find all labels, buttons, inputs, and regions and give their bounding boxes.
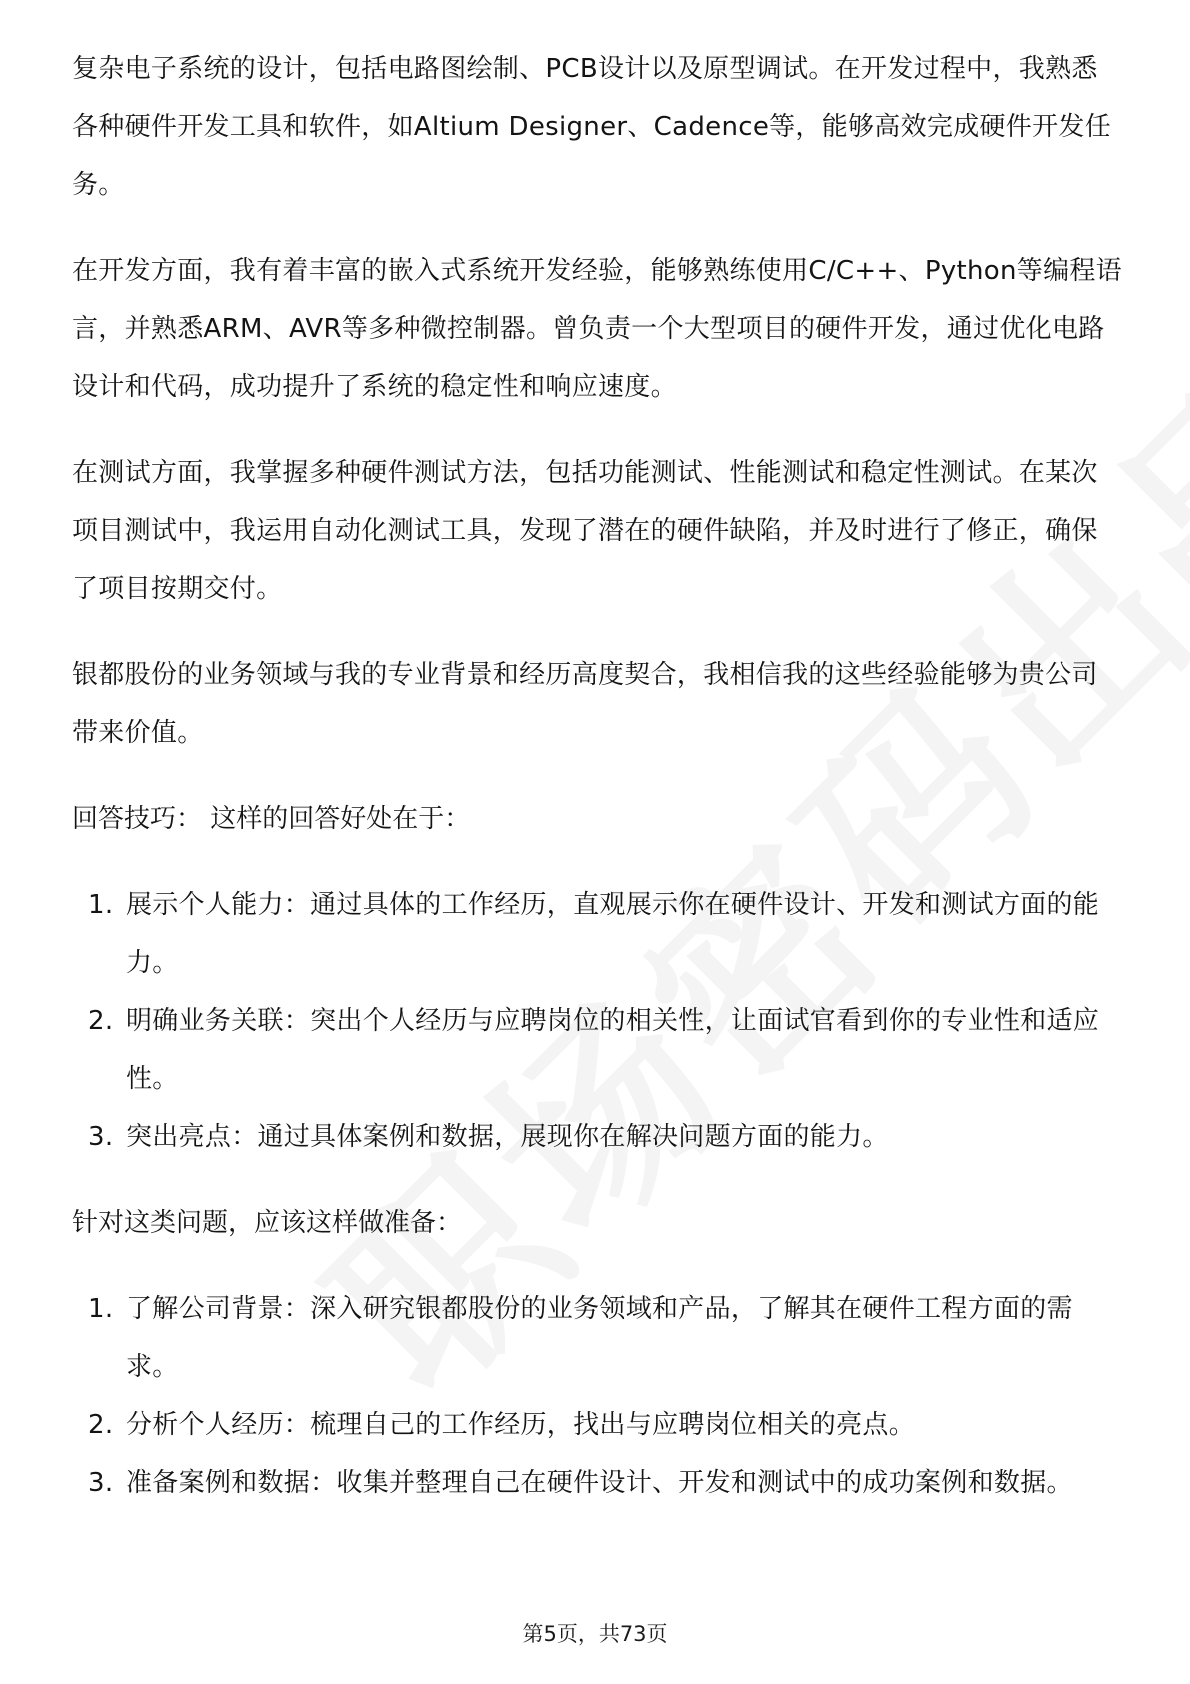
list-number: 1. bbox=[88, 1294, 114, 1324]
tips-list bbox=[72, 876, 1122, 1166]
list-item bbox=[72, 992, 1122, 1108]
list-number: 3. bbox=[88, 1468, 114, 1498]
list-item bbox=[72, 1396, 1122, 1454]
list-item bbox=[72, 876, 1122, 992]
list-number: 3. bbox=[88, 1122, 114, 1152]
list-number: 2. bbox=[88, 1006, 114, 1036]
paragraph-design: 复杂电子系统的设计，包括电路图绘制、PCB设计以及原型调试。在开发过程中，我熟悉各种硬件开发工具和软件，如Altium Designer、Cadence等，能够高效完成硬件开发任务。 bbox=[72, 54, 1112, 200]
page-content bbox=[72, 40, 1122, 1540]
list-item-text: 分析个人经历：梳理自己的工作经历，找出与应聘岗位相关的亮点。 bbox=[126, 1410, 916, 1440]
list-item bbox=[72, 1108, 1122, 1166]
paragraph-testing: 在测试方面，我掌握多种硬件测试方法，包括功能测试、性能测试和稳定性测试。在某次项目测试中，我运用自动化测试工具，发现了潜在的硬件缺陷，并及时进行了修正，确保了项目按期交付。 bbox=[72, 458, 1098, 604]
list-item-text: 了解公司背景：深入研究银都股份的业务领域和产品，了解其在硬件工程方面的需求。 bbox=[126, 1294, 1073, 1382]
list-number: 1. bbox=[88, 890, 114, 920]
list-item-text: 明确业务关联：突出个人经历与应聘岗位的相关性，让面试官看到你的专业性和适应性。 bbox=[126, 1006, 1100, 1094]
list-item bbox=[72, 1454, 1122, 1512]
list-number: 2. bbox=[88, 1410, 114, 1440]
prep-heading: 针对这类问题，应该这样做准备： bbox=[72, 1208, 463, 1238]
list-item-text: 突出亮点：通过具体案例和数据，展现你在解决问题方面的能力。 bbox=[126, 1122, 889, 1152]
list-item-text: 准备案例和数据：收集并整理自己在硬件设计、开发和测试中的成功案例和数据。 bbox=[126, 1468, 1073, 1498]
tips-heading: 回答技巧： 这样的回答好处在于： bbox=[72, 804, 471, 834]
list-item-text: 展示个人能力：通过具体的工作经历，直观展示你在硬件设计、开发和测试方面的能力。 bbox=[126, 890, 1100, 978]
paragraph-development: 在开发方面，我有着丰富的嵌入式系统开发经验，能够熟练使用C/C++、Python等编程语言，并熟悉ARM、AVR等多种微控制器。曾负责一个大型项目的硬件开发，通过优化电路设计和代码，成功提升了系统的稳定性和响应速度。 bbox=[72, 256, 1122, 402]
page-number-footer: 第5页，共73页 bbox=[522, 1622, 668, 1646]
prep-list bbox=[72, 1280, 1122, 1512]
list-item bbox=[72, 1280, 1122, 1396]
paragraph-company-fit: 银都股份的业务领域与我的专业背景和经历高度契合，我相信我的这些经验能够为贵公司带来价值。 bbox=[72, 660, 1098, 748]
